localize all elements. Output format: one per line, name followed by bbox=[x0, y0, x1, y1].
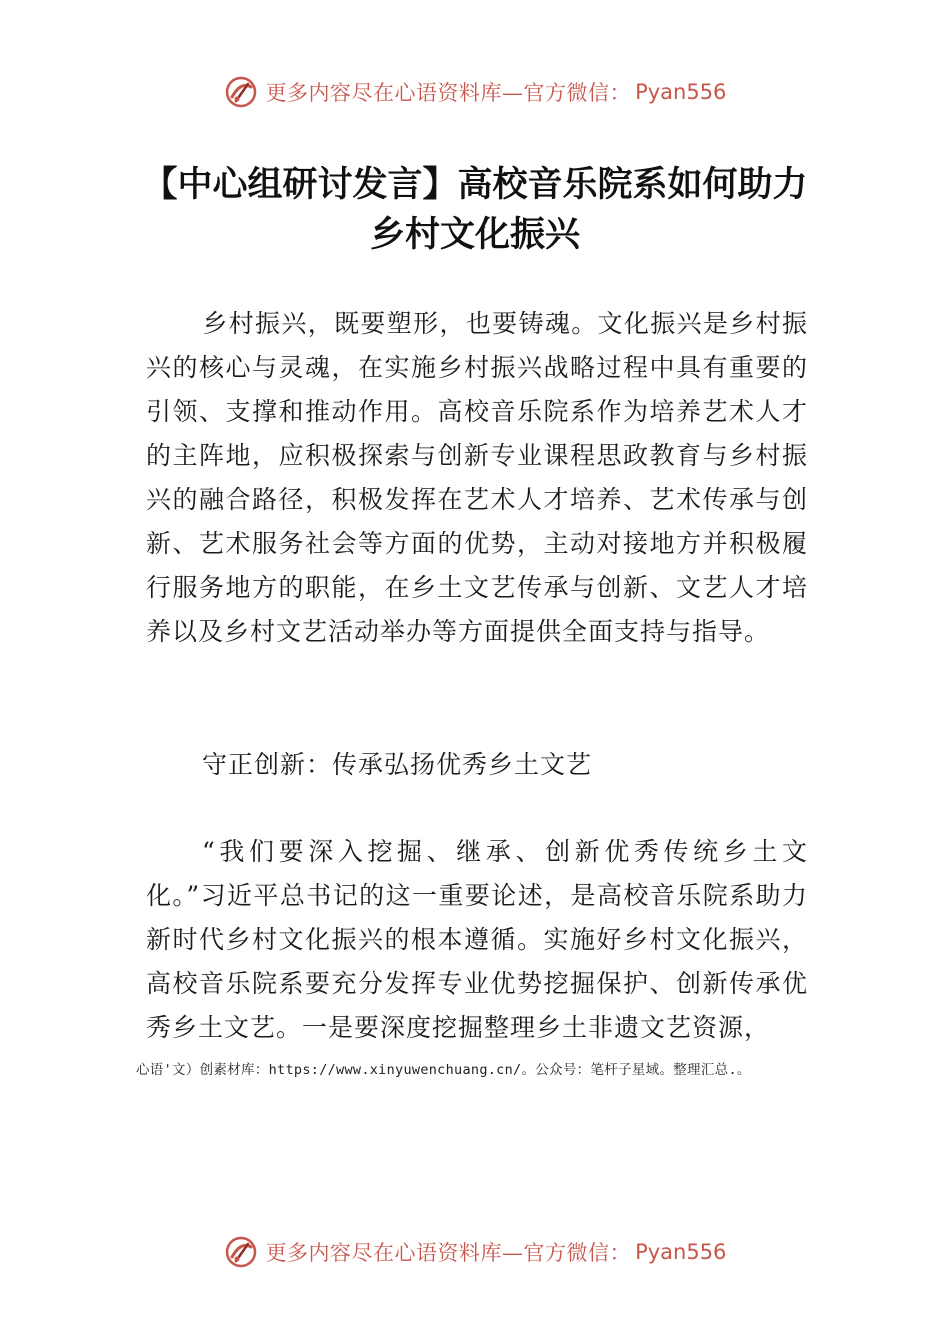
section-heading: 守正创新：传承弘扬优秀乡土文艺 bbox=[202, 750, 593, 779]
footer-banner bbox=[0, 1230, 950, 1274]
paragraph-section-1 bbox=[146, 830, 808, 1050]
paragraph-intro bbox=[146, 302, 808, 654]
banner-wechat-id: Pyan556 bbox=[635, 80, 727, 104]
header-banner bbox=[0, 70, 950, 114]
brand-logo-icon bbox=[224, 75, 258, 109]
banner-text: 更多内容尽在心语资料库—官方微信： bbox=[265, 81, 632, 105]
brand-logo-icon bbox=[224, 1235, 258, 1269]
document-title bbox=[100, 160, 850, 260]
title-line-2: 乡村文化振兴 bbox=[369, 215, 580, 255]
banner-wechat-id: Pyan556 bbox=[635, 1240, 727, 1264]
paragraph-intro-text: 乡村振兴，既要塑形，也要铸魂。文化振兴是乡村振兴的核心与灵魂，在实施乡村振兴战略过程中具有重要的引领、支撑和推动作用。高校音乐院系作为培养艺术人才的主阵地，应积极探索与创新专业课程思政教育与乡村振兴的融合路径，积极发挥在艺术人才培养、艺术传承与创新、艺术服务社会等方面的优势，主动对接地方并积极履行服务地方的职能，在乡土文艺传承与创新、文艺人才培养以及乡村文艺活动举办等方面提供全面支持与指导。 bbox=[146, 309, 808, 646]
source-footnote: 心语'文）创素材库：https://www.xinyuwenchuang.cn/。公众号：笔杆子星域。整理汇总.。 bbox=[136, 1062, 751, 1078]
title-line-1: 【中心组研讨发言】高校音乐院系如何助力 bbox=[142, 165, 808, 205]
banner-text: 更多内容尽在心语资料库—官方微信： bbox=[265, 1241, 632, 1265]
paragraph-section-1-text: “我们要深入挖掘、继承、创新优秀传统乡土文化。”习近平总书记的这一重要论述，是高校音乐院系助力新时代乡村文化振兴的根本遵循。实施好乡村文化振兴，高校音乐院系要充分发挥专业优势挖掘保护、创新传承优秀乡土文艺。一是要深度挖掘整理乡土非遗文艺资源， bbox=[146, 837, 808, 1042]
